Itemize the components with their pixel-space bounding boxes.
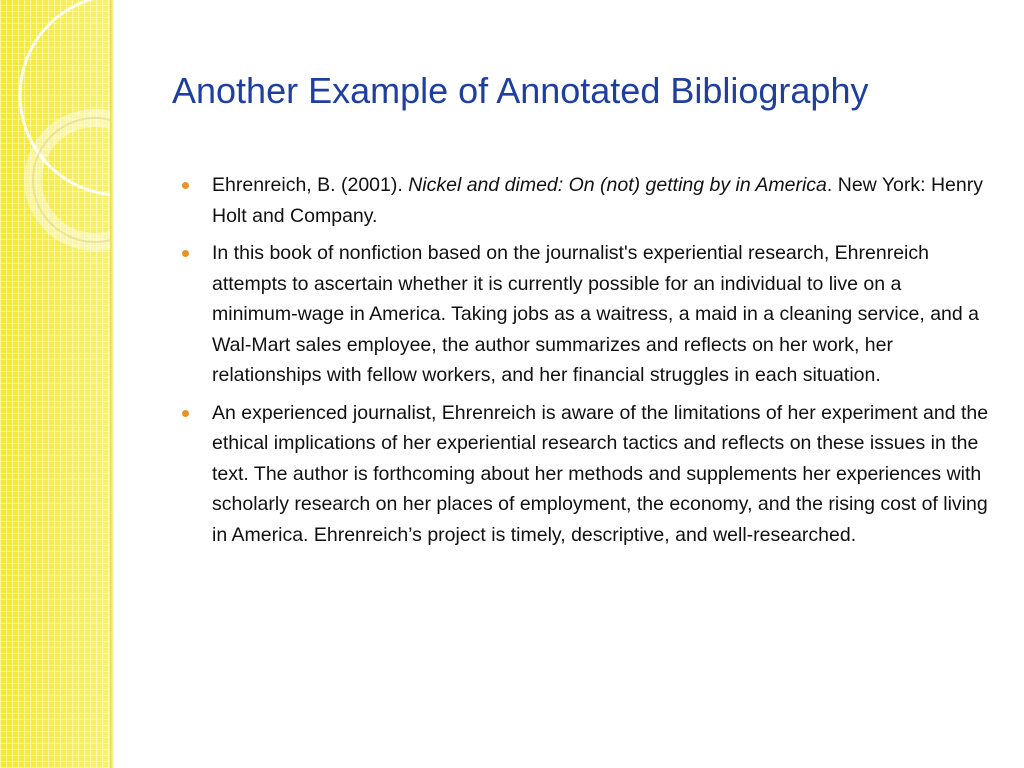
- bullet-dot-icon: [182, 182, 189, 189]
- decorative-side-band: [0, 0, 114, 768]
- slide-title: Another Example of Annotated Bibliography: [172, 70, 869, 111]
- citation-suffix: . New York: Henry Holt and Company.: [212, 174, 983, 227]
- bullet-dot-icon: [182, 410, 189, 417]
- citation-book-title: Nickel and dimed: On (not) getting by in America: [408, 174, 827, 196]
- bullet-item-evaluation: [182, 398, 992, 551]
- citation-prefix: Ehrenreich, B. (2001).: [212, 174, 409, 196]
- decorative-ring: [33, 118, 114, 242]
- bullet-item-summary: [182, 238, 992, 391]
- evaluation-text: An experienced journalist, Ehrenreich is aware of the limitations of her experiment and the ethical implications of her experiential research tactics and reflects on these issues in the text. The author is forthcoming about her methods and supplements her experiences with scholarly research on her places of employment, the economy, and the rising cost of living in America. Ehrenreich’s project is timely, descriptive, and well-researched.: [212, 401, 989, 546]
- summary-text: In this book of nonfiction based on the journalist's experiential research, Ehrenreich attempts to ascertain whether it is currently possible for an individual to live on a minimum-wage in America. Taking jobs as a waitress, a maid in a cleaning service, and a Wal-Mart sales employee, the author summarizes and reflects on her work, her relationships with fellow workers, and her financial struggles in each situation.: [212, 242, 979, 386]
- band-edge-divider: [110, 0, 114, 768]
- bullet-dot-icon: [182, 250, 189, 257]
- bullet-list: [182, 170, 992, 557]
- bullet-item-citation: [182, 170, 992, 231]
- decorative-circles: [0, 0, 114, 768]
